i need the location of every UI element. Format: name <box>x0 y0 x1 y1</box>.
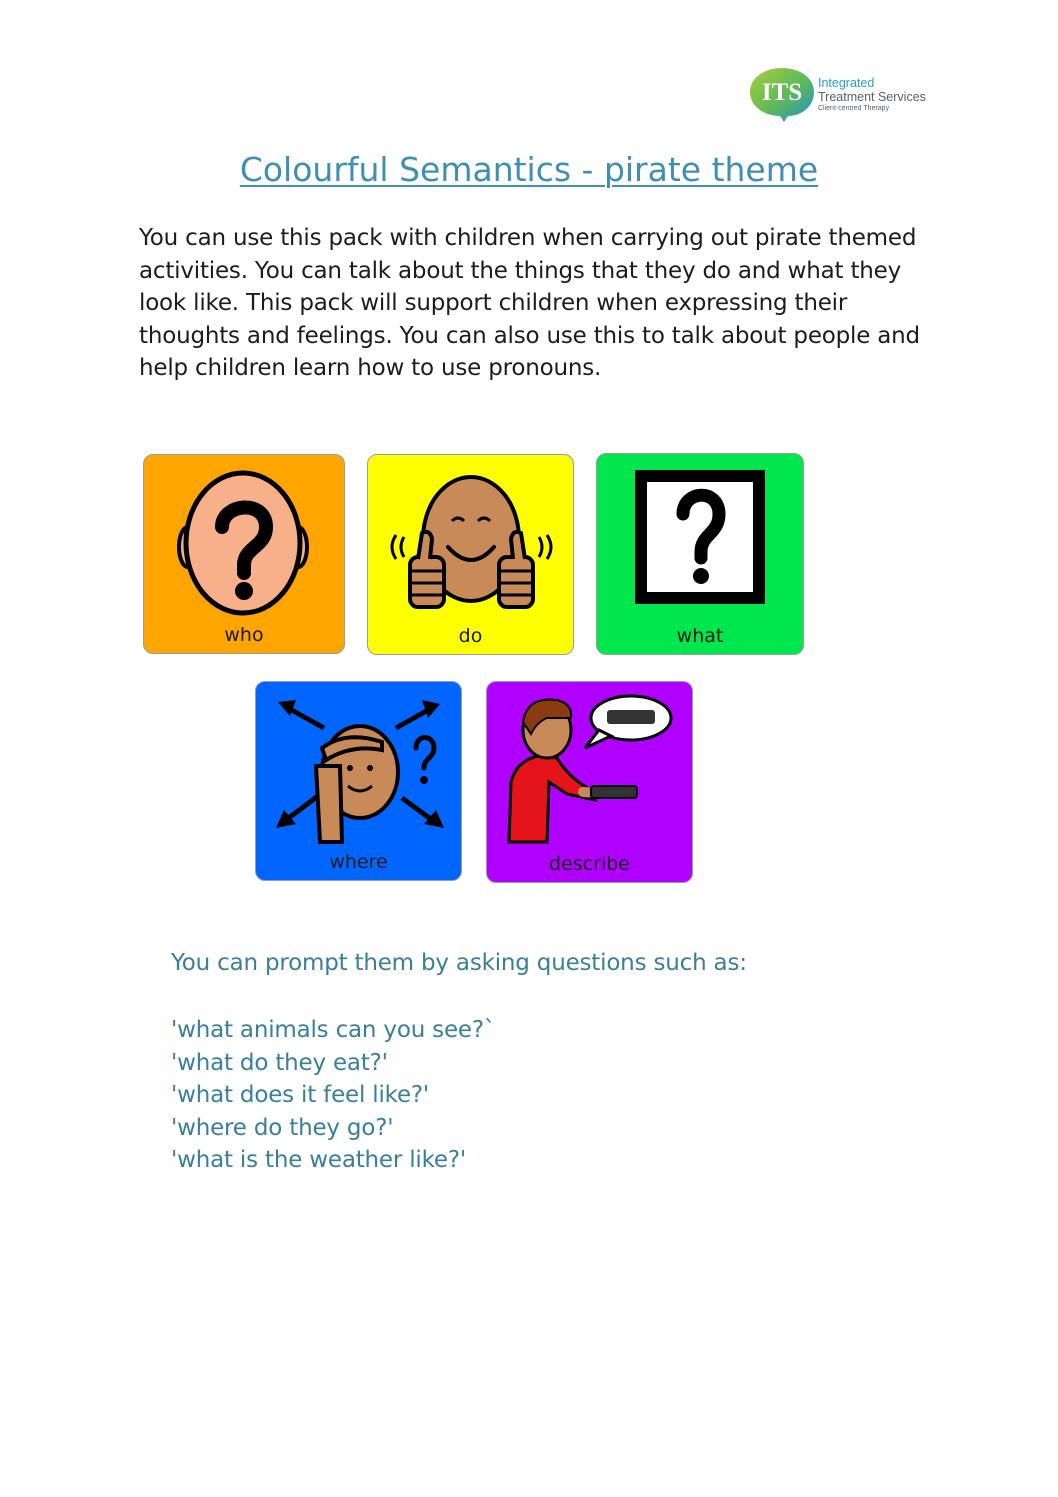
question-item: 'where do they go?' <box>171 1114 394 1141</box>
card-do <box>367 454 574 655</box>
card-what <box>596 453 804 655</box>
page-title <box>0 150 1058 189</box>
card-describe <box>486 681 693 883</box>
logo-text <box>818 77 926 114</box>
card-label-what: what <box>676 625 724 647</box>
intro-paragraph: You can use this pack with children when carrying out pirate themed activities. You can talk about the things that they do and what they look like. This pack will support children when expressing their thoughts and feelings. You can also use this to talk about people and help children learn how to use pronouns. <box>139 225 920 382</box>
card-label-describe: describe <box>549 853 630 875</box>
logo-line-3: Client-centred Therapy <box>818 105 890 112</box>
question-item: 'what is the weather like?' <box>171 1147 467 1174</box>
card-label-who: who <box>224 624 264 646</box>
its-logo-icon <box>748 66 818 122</box>
card-label-do: do <box>458 625 483 647</box>
card-label-where: where <box>329 851 388 873</box>
logo-line-1: Integrated <box>818 76 875 90</box>
logo-line-2: Treatment Services <box>818 90 926 104</box>
card-where <box>255 681 462 881</box>
prompt-intro: You can prompt them by asking questions such as: <box>171 950 747 976</box>
card-who <box>143 454 345 654</box>
svg-text:ITS: ITS <box>761 79 803 106</box>
question-item: 'what does it feel like?' <box>171 1082 430 1109</box>
question-item: 'what do they eat?' <box>171 1049 388 1076</box>
question-list <box>171 1014 495 1177</box>
page-title-text: Colourful Semantics - pirate theme <box>239 150 819 189</box>
question-item: 'what animals can you see?` <box>171 1017 496 1043</box>
